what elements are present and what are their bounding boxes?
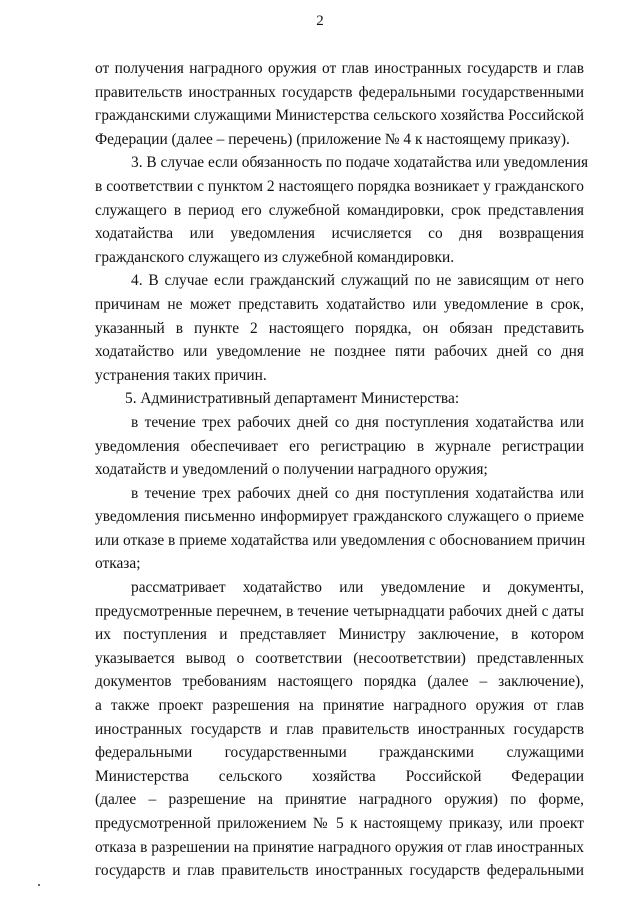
- text-line: документов требованиям настоящего порядка (далее – заключение),: [95, 673, 584, 691]
- text-line: их поступления и представляет Министру заключение, в котором: [95, 626, 584, 644]
- text-line: Министерства сельского хозяйства Российской Федерации: [95, 767, 584, 785]
- text-line: служащего в период его служебной командировки, срок представления: [95, 201, 584, 219]
- text-line: 5. Административный департамент Министерства:: [125, 390, 460, 408]
- text-line: отказа;: [95, 555, 141, 573]
- text-line: ходатайство или уведомление не позднее пяти рабочих дней со дня: [95, 343, 584, 361]
- text-line: устранения таких причин.: [95, 366, 267, 384]
- text-line: уведомления письменно информирует гражданского служащего о приеме: [95, 508, 584, 526]
- text-line: или отказе в приеме ходатайства или уведомления с обоснованием причин: [95, 531, 586, 549]
- text-line: 3. В случае если обязанность по подаче ходатайства или уведомления: [131, 154, 589, 172]
- text-line: правительств иностранных государств федеральными государственными: [95, 83, 584, 101]
- scan-speck: [38, 884, 40, 886]
- text-line: Федерации (далее – перечень) (приложение № 4 к настоящему приказу).: [95, 130, 570, 148]
- text-line: гражданского служащего из служебной командировки.: [95, 248, 455, 266]
- text-line: 4. В случае если гражданский служащий по не зависящим от него: [131, 272, 584, 290]
- text-line: федеральными государственными гражданскими служащими: [95, 744, 584, 762]
- text-line: а также проект разрешения на принятие наградного оружия от глав: [95, 697, 584, 715]
- text-line: (далее – разрешение на принятие наградного оружия) по форме,: [95, 791, 584, 809]
- text-line: указывается вывод о соответствии (несоответствии) представленных: [95, 649, 584, 667]
- text-line: в течение трех рабочих дней со дня поступления ходатайства или: [131, 413, 584, 431]
- text-line: государств и глав правительств иностранных государств федеральными: [95, 862, 584, 880]
- text-line: ходатайств и уведомлений о получении наградного оружия;: [95, 461, 488, 479]
- text-line: рассматривает ходатайство или уведомление и документы,: [131, 579, 584, 597]
- page-number: 2: [316, 13, 324, 29]
- text-line: иностранных государств и глав правительств иностранных государств: [95, 720, 584, 738]
- text-line: предусмотренной приложением № 5 к настоящему приказу, или проект: [95, 815, 584, 832]
- text-line: в течение трех рабочих дней со дня поступления ходатайства или: [131, 484, 584, 502]
- text-line: указанный в пункте 2 настоящего порядка, он обязан представить: [95, 319, 584, 337]
- text-line: в соответствии с пунктом 2 настоящего порядка возникает у гражданского: [95, 177, 584, 195]
- document-body: [95, 57, 589, 883]
- text-line: уведомления обеспечивает его регистрацию в журнале регистрации: [95, 437, 584, 455]
- text-line: от получения наградного оружия от глав иностранных государств и глав: [95, 60, 584, 77]
- text-line: гражданскими служащими Министерства сельского хозяйства Российской: [95, 107, 584, 125]
- text-line: причинам не может представить ходатайство или уведомление в срок,: [95, 295, 584, 313]
- text-line: отказа в разрешении на принятие наградного оружия от глав иностранных: [95, 838, 584, 856]
- text-line: предусмотренные перечнем, в течение четырнадцати рабочих дней с даты: [95, 602, 584, 620]
- text-line: ходатайства или уведомления исчисляется со дня возвращения: [95, 225, 584, 243]
